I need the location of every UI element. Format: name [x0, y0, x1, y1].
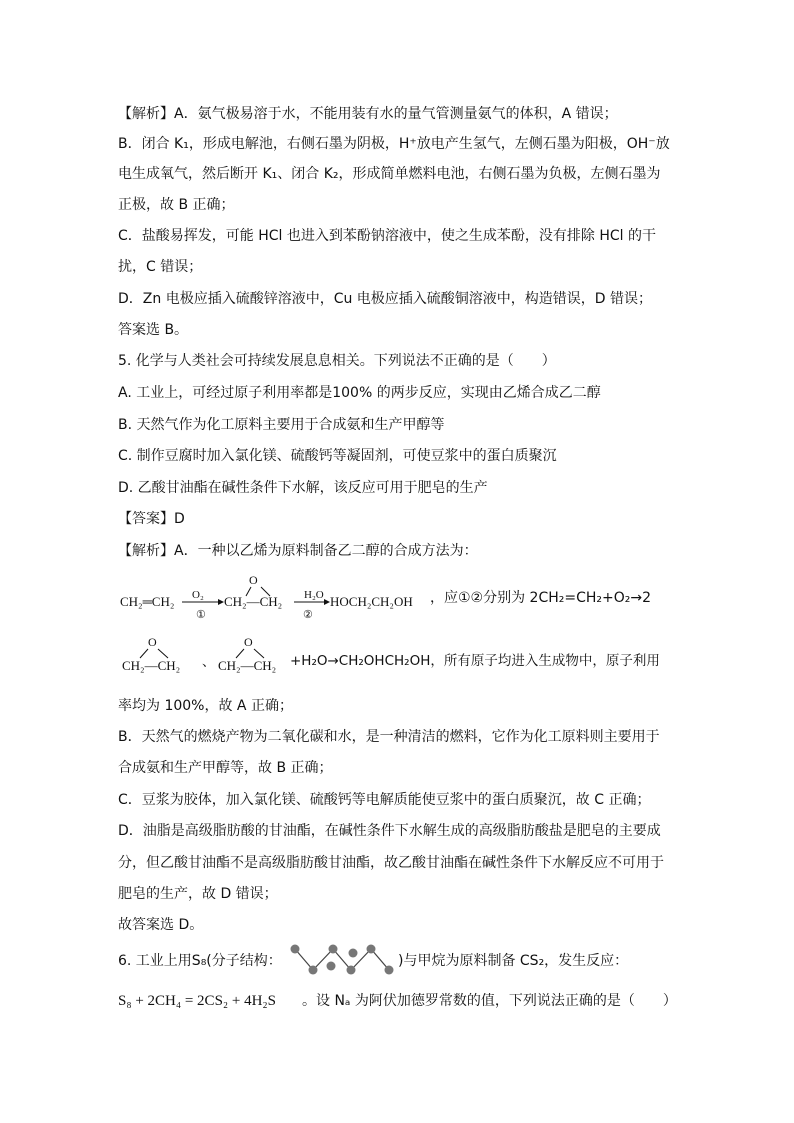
q5-analysis-line-5: D．油脂是高级脂肪酸的甘油酯，在碱性条件下水解生成的高级脂肪酸盐是肥皂的主要成: [118, 823, 661, 839]
analysis4-line-1: 【解析】A．氨气极易溶于水，不能用装有水的量气管测量氨气的体积，A 错误；: [118, 106, 618, 122]
epoxide-b-bond-right: [254, 649, 264, 658]
ethylene-formula: CH₂═CH₂: [120, 594, 175, 609]
sulfur-atom: [347, 966, 356, 975]
sulfur-atom: [329, 945, 338, 954]
reagent-h2o: H₂O: [304, 589, 324, 601]
analysis4-line-6: 扰，C 错误；: [118, 259, 203, 275]
epoxide-a-bond-left: [140, 649, 148, 658]
epoxide-b-bond-left: [236, 649, 244, 658]
q6-stem-b: )与甲烷为原料制备 CS₂，发生反应：: [398, 953, 629, 969]
q5-analysis-line-8: 故答案选 D。: [118, 917, 204, 933]
sulfur-atom: [367, 945, 376, 954]
sulfur-atom: [327, 962, 336, 971]
analysis4-line-7: D．Zn 电极应插入硫酸锌溶液中，Cu 电极应插入硫酸铜溶液中，构造错误，D 错误；: [118, 291, 653, 307]
s8-molecule-diagram: [287, 940, 399, 978]
analysis4-line-8: 答案选 B。: [118, 322, 189, 338]
analysis4-line-2: B．闭合 K₁，形成电解池，右侧石墨为阴极，H⁺放电产生氢气，左侧石墨为阳极，OH⁻放: [118, 136, 670, 152]
q5-analysis-line-3: 合成氨和生产甲醇等，故 B 正确；: [118, 760, 333, 776]
q5-analysis-intro: 【解析】A．一种以乙烯为原料制备乙二醇的合成方法为：: [118, 543, 478, 559]
reagent-o2: O₂: [192, 589, 204, 601]
ethylene-glycol-formula: HOCH₂CH₂OH: [330, 594, 413, 609]
sulfur-atom: [349, 949, 358, 958]
q6-stem-a: 6. 工业上用S₈(分子结构：: [118, 953, 282, 969]
q5-option-c: C. 制作豆腐时加入氯化镁、硫酸钙等凝固剂，可使豆浆中的蛋白质聚沉: [118, 448, 557, 464]
q5-stem: 5. 化学与人类社会可持续发展息息相关。下列说法不正确的是（ ）: [118, 353, 556, 369]
epoxide-a-base: CH₂—CH₂: [122, 658, 181, 673]
separator: 、: [202, 654, 216, 669]
scheme-equation-text: ，应①②分别为 2CH₂=CH₂+O₂→2: [430, 590, 652, 606]
analysis4-line-3: 电生成氧气，然后断开 K₁、闭合 K₂，形成简单燃料电池，右侧石墨为负极，左侧石墨为: [118, 166, 661, 182]
step-1-label: ①: [196, 609, 206, 621]
q5-answer: 【答案】D: [118, 511, 185, 527]
q5-analysis-line-7: 肥皂的生产，故 D 错误；: [118, 886, 278, 902]
sulfur-atom: [309, 966, 318, 975]
q5-analysis-line-1: 率均为 100%，故 A 正确；: [118, 698, 293, 714]
reaction-scheme: [118, 566, 438, 624]
q5-option-d: D. 乙酸甘油酯在碱性条件下水解，该反应可用于肥皂的生产: [118, 480, 488, 496]
s8-bonds: [295, 949, 389, 970]
q5-option-a: A. 工业上，可经过原子利用率都是100% 的两步反应，实现由乙烯合成乙二醇: [118, 385, 601, 401]
sulfur-atom: [291, 945, 300, 954]
analysis4-line-4: 正极，故 B 正确；: [118, 197, 235, 213]
q6-stem-c: 。设 Nₐ 为阿伏加德罗常数的值，下列说法正确的是（ ）: [302, 993, 677, 1009]
epoxide-b-oxygen: O: [244, 635, 253, 649]
scheme-equation-2-text: +H₂O→CH₂OHCH₂OH，所有原子均进入生成物中，原子利用: [290, 653, 660, 669]
q6-reaction-equation: S₈ + 2CH₄ = 2CS₂ + 4H₂S: [118, 993, 276, 1009]
q5-analysis-line-4: C．豆浆为胶体，加入氯化镁、硫酸钙等电解质能使豆浆中的蛋白质聚沉，故 C 正确；: [118, 792, 651, 808]
epoxide-pair: [118, 630, 293, 676]
step-2-label: ②: [303, 609, 313, 621]
sulfur-atom: [385, 966, 394, 975]
q5-option-b: B. 天然气作为化工原料主要用于合成氨和生产甲醇等: [118, 417, 445, 433]
epoxide-a-bond-right: [158, 649, 168, 658]
epoxide-base: CH₂—CH₂: [224, 594, 283, 609]
q5-analysis-line-6: 分，但乙酸甘油酯不是高级脂肪酸甘油酯，故乙酸甘油酯在碱性条件下水解反应不可用于: [118, 855, 664, 871]
epoxide-a-oxygen: O: [148, 635, 157, 649]
epoxide-b-base: CH₂—CH₂: [218, 658, 277, 673]
q5-analysis-line-2: B．天然气的燃烧产物为二氧化碳和水，是一种清洁的燃料，它作为化工原料则主要用于: [118, 729, 660, 745]
analysis4-line-5: C．盐酸易挥发，可能 HCl 也进入到苯酚钠溶液中，使之生成苯酚，没有排除 HCl 的干: [118, 228, 656, 244]
epoxide-oxygen: O: [249, 573, 258, 587]
